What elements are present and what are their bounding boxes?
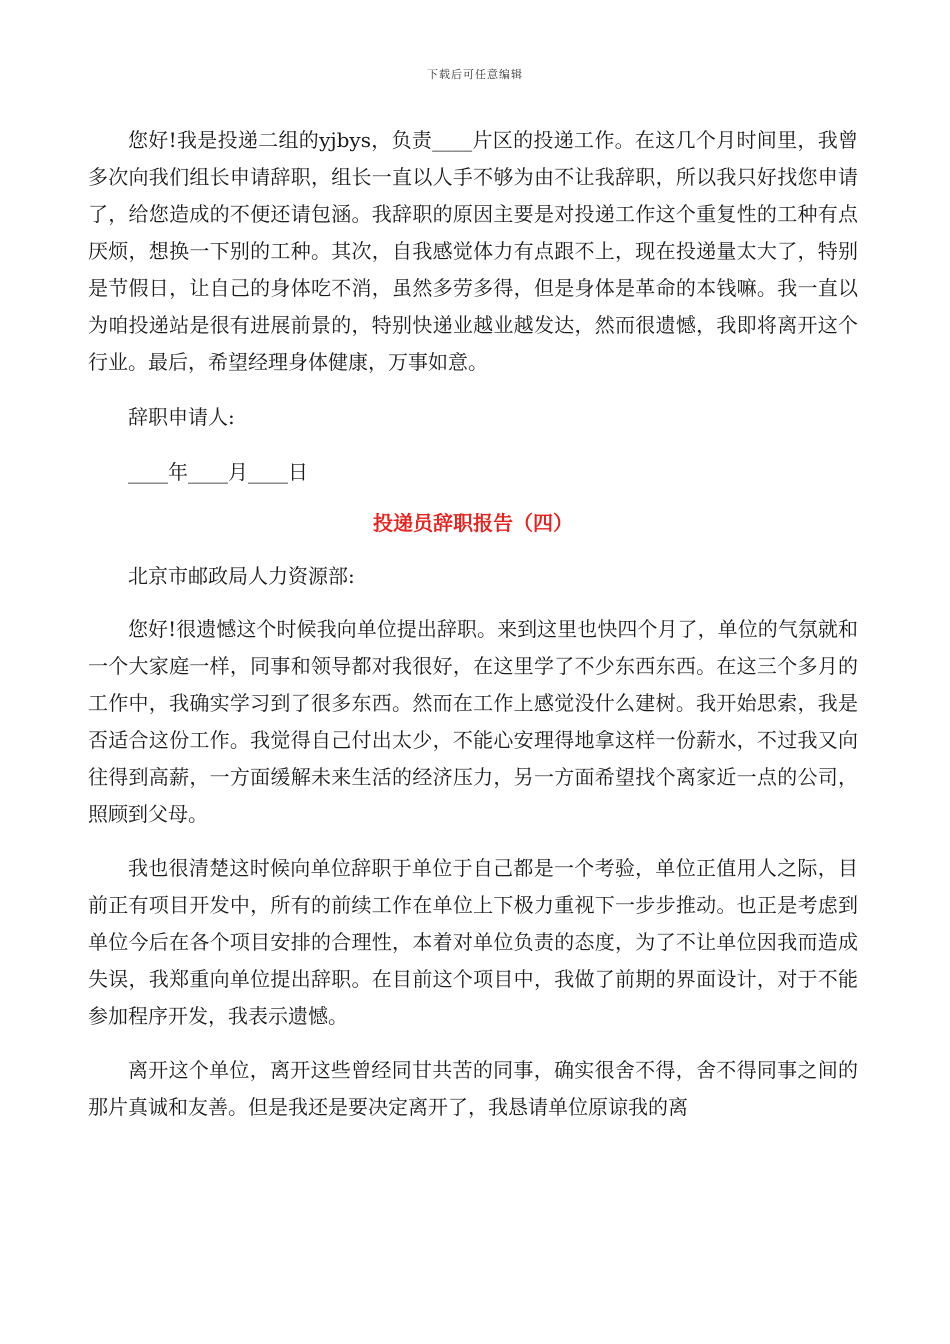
signature-label: 辞职申请人: — [128, 405, 235, 429]
header-note: 下载后可任意编辑 — [427, 68, 523, 81]
letter4-paragraph-1: 您好!很遗憾这个时候我向单位提出辞职。来到这里也快四个月了，单位的气氛就和一个大家庭一样，同事和领导都对我很好，在这里学了不少东西东西。在这三个多月的工作中，我确实学习到了很多东西。然而在工作上感觉没什么建树。我开始思索，我是否适合这份工作。我觉得自己付出太少，不能心安理得地拿这样一份薪水，不过我又向往得到高薪，一方面缓解未来生活的经济压力，另一方面希望找个离家近一点的公司，照顾到父母。 — [88, 617, 858, 826]
date-line: ____年____月____日 — [128, 460, 308, 484]
addressee: 北京市邮政局人力资源部: — [128, 564, 355, 588]
document-body — [88, 122, 858, 1126]
letter4-paragraph-2: 我也很清楚这时候向单位辞职于单位于自己都是一个考验，单位正值用人之际，目前正有项目开发中，所有的前续工作在单位上下极力重视下一步步推动。也正是考虑到单位今后在各个项目安排的合理性，本着对单位负责的态度，为了不让单位因我而造成失误，我郑重向单位提出辞职。在目前这个项目中，我做了前期的界面设计，对于不能参加程序开发，我表示遗憾。 — [88, 856, 858, 1028]
section-title: 投递员辞职报告（四） — [373, 511, 573, 535]
letter3-body: 您好!我是投递二组的yjbys，负责____片区的投递工作。在这几个月时间里，我曾多次向我们组长申请辞职，组长一直以人手不够为由不让我辞职，所以我只好找您申请了，给您造成的不便还请包涵。我辞职的原因主要是对投递工作这个重复性的工种有点厌烦，想换一下别的工种。其次，自我感觉体力有点跟不上，现在投递量太大了，特别是节假日，让自己的身体吃不消，虽然多劳多得，但是身体是革命的本钱嘛。我一直以为咱投递站是很有进展前景的，特别快递业越业越发达，然而很遗憾，我即将离开这个行业。最后，希望经理身体健康，万事如意。 — [88, 128, 858, 374]
letter4-paragraph-3: 离开这个单位，离开这些曾经同甘共苦的同事，确实很舍不得，舍不得同事之间的那片真诚和友善。但是我还是要决定离开了，我恳请单位原谅我的离 — [88, 1058, 858, 1119]
